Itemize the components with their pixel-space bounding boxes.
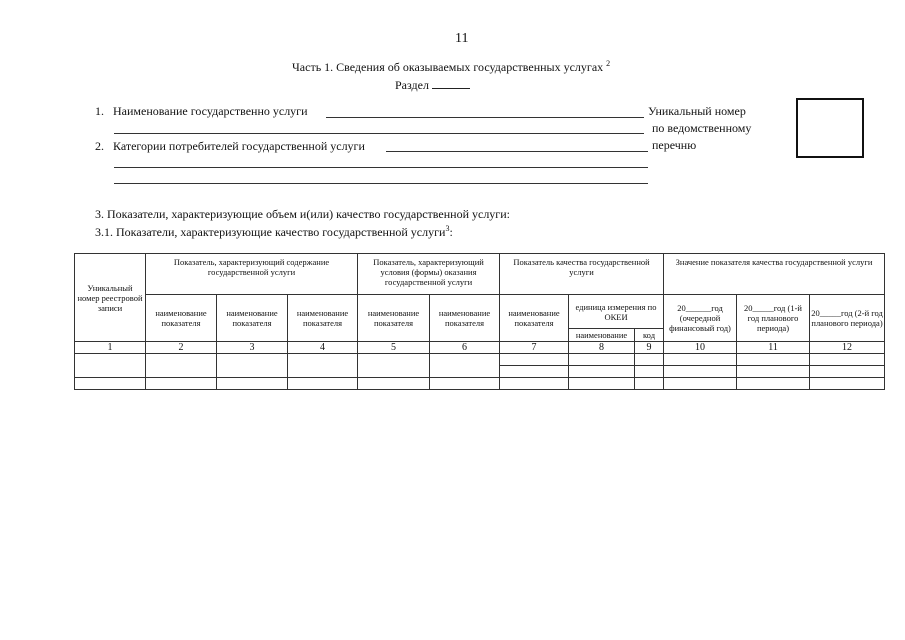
item-3-1-footnote: 3: [445, 224, 450, 233]
item-1-number: 1.: [95, 104, 104, 118]
section-line: [395, 76, 470, 93]
header-content-indicator-3: наименование показателя: [288, 295, 358, 342]
section-label: Раздел: [395, 78, 429, 92]
item-2-blank-line[interactable]: [386, 151, 648, 152]
column-number: 7: [500, 342, 569, 354]
table-cell[interactable]: [569, 378, 635, 390]
column-number: 4: [288, 342, 358, 354]
table-cell[interactable]: [810, 366, 885, 378]
header-year-plan-1: 20_____год (1-й год планового периода): [737, 295, 810, 342]
page-number: 11: [455, 31, 469, 46]
column-number: 11: [737, 342, 810, 354]
header-group-content: Показатель, характеризующий содержание государственной услуги: [146, 254, 358, 295]
quality-indicators-table: [74, 253, 885, 390]
column-number: 9: [635, 342, 664, 354]
item-2-label: Категории потребителей государственной услуги: [113, 139, 365, 153]
table-cell[interactable]: [737, 366, 810, 378]
table-cell[interactable]: [217, 354, 288, 378]
header-conditions-indicator-1: наименование показателя: [358, 295, 430, 342]
table-cell[interactable]: [810, 354, 885, 366]
column-number: 12: [810, 342, 885, 354]
table-cell[interactable]: [288, 354, 358, 378]
table-cell[interactable]: [146, 354, 217, 378]
item-1-label: Наименование государственно услуги: [113, 104, 308, 118]
header-group-quality: Показатель качества государственной услуги: [500, 254, 664, 295]
item-1-blank-line-2[interactable]: [114, 133, 644, 134]
table-cell[interactable]: [635, 378, 664, 390]
table-cell[interactable]: [75, 354, 146, 378]
header-conditions-indicator-2: наименование показателя: [430, 295, 500, 342]
unique-number-line-3: перечню: [652, 138, 697, 152]
header-unit-okei: единица измерения по ОКЕИ: [569, 295, 664, 329]
item-3-1-text: 3.1. Показатели, характеризующие качество государственной услуги: [95, 225, 446, 239]
header-unique-record: Уникальный номер реестровой записи: [75, 254, 146, 342]
header-unit-code: код: [635, 329, 664, 342]
table-cell[interactable]: [358, 378, 430, 390]
item-2: [95, 139, 365, 154]
header-group-conditions: Показатель, характеризующий условия (формы) оказания государственной услуги: [358, 254, 500, 295]
item-2-number: 2.: [95, 139, 104, 153]
table-cell[interactable]: [358, 354, 430, 378]
header-group-value: Значение показателя качества государственной услуги: [664, 254, 885, 295]
item-2-blank-line-3[interactable]: [114, 183, 648, 184]
table-cell[interactable]: [737, 354, 810, 366]
column-number: 3: [217, 342, 288, 354]
table-cell[interactable]: [569, 366, 635, 378]
part-title-text: Часть 1. Сведения об оказываемых государственных услугах: [292, 60, 604, 74]
part-title: [292, 59, 610, 75]
column-number: 6: [430, 342, 500, 354]
table-cell[interactable]: [737, 378, 810, 390]
part-title-footnote: 2: [606, 59, 611, 68]
table-cell[interactable]: [500, 354, 569, 366]
column-number-row: [75, 342, 885, 354]
unique-number-box[interactable]: [796, 98, 864, 158]
header-unit-name: наименование: [569, 329, 635, 342]
table-row: [75, 354, 885, 366]
table-row: [75, 378, 885, 390]
table-cell[interactable]: [500, 378, 569, 390]
table-cell[interactable]: [664, 378, 737, 390]
table-cell[interactable]: [664, 366, 737, 378]
item-2-blank-line-2[interactable]: [114, 167, 648, 168]
column-number: 2: [146, 342, 217, 354]
column-number: 8: [569, 342, 635, 354]
item-1-blank-line[interactable]: [326, 117, 644, 118]
table-cell[interactable]: [146, 378, 217, 390]
header-year-current: 20______год (очередной финансовый год): [664, 295, 737, 342]
item-1: [95, 104, 308, 119]
item-3-text: 3. Показатели, характеризующие объем и(или) качество государственной услуги:: [95, 207, 510, 221]
header-quality-indicator: наименование показателя: [500, 295, 569, 342]
table-cell[interactable]: [635, 354, 664, 366]
header-row-2: [75, 295, 885, 329]
table-cell[interactable]: [664, 354, 737, 366]
header-content-indicator-1: наименование показателя: [146, 295, 217, 342]
table-cell[interactable]: [635, 366, 664, 378]
header-row-1: [75, 254, 885, 295]
table-cell[interactable]: [288, 378, 358, 390]
item-3-1-suffix: :: [449, 225, 453, 239]
table-cell[interactable]: [75, 378, 146, 390]
table-cell[interactable]: [217, 378, 288, 390]
column-number: 1: [75, 342, 146, 354]
column-number: 10: [664, 342, 737, 354]
unique-number-line-2: по ведомственному: [652, 121, 752, 135]
section-number-blank[interactable]: [432, 76, 470, 89]
item-3-1: [95, 224, 453, 240]
unique-number-line-1: Уникальный номер: [648, 104, 746, 118]
column-number: 5: [358, 342, 430, 354]
table-cell[interactable]: [430, 354, 500, 378]
table-cell[interactable]: [430, 378, 500, 390]
header-year-plan-2: 20_____год (2-й год планового периода): [810, 295, 885, 342]
table-cell[interactable]: [500, 366, 569, 378]
table-cell[interactable]: [569, 354, 635, 366]
header-content-indicator-2: наименование показателя: [217, 295, 288, 342]
table-cell[interactable]: [810, 378, 885, 390]
